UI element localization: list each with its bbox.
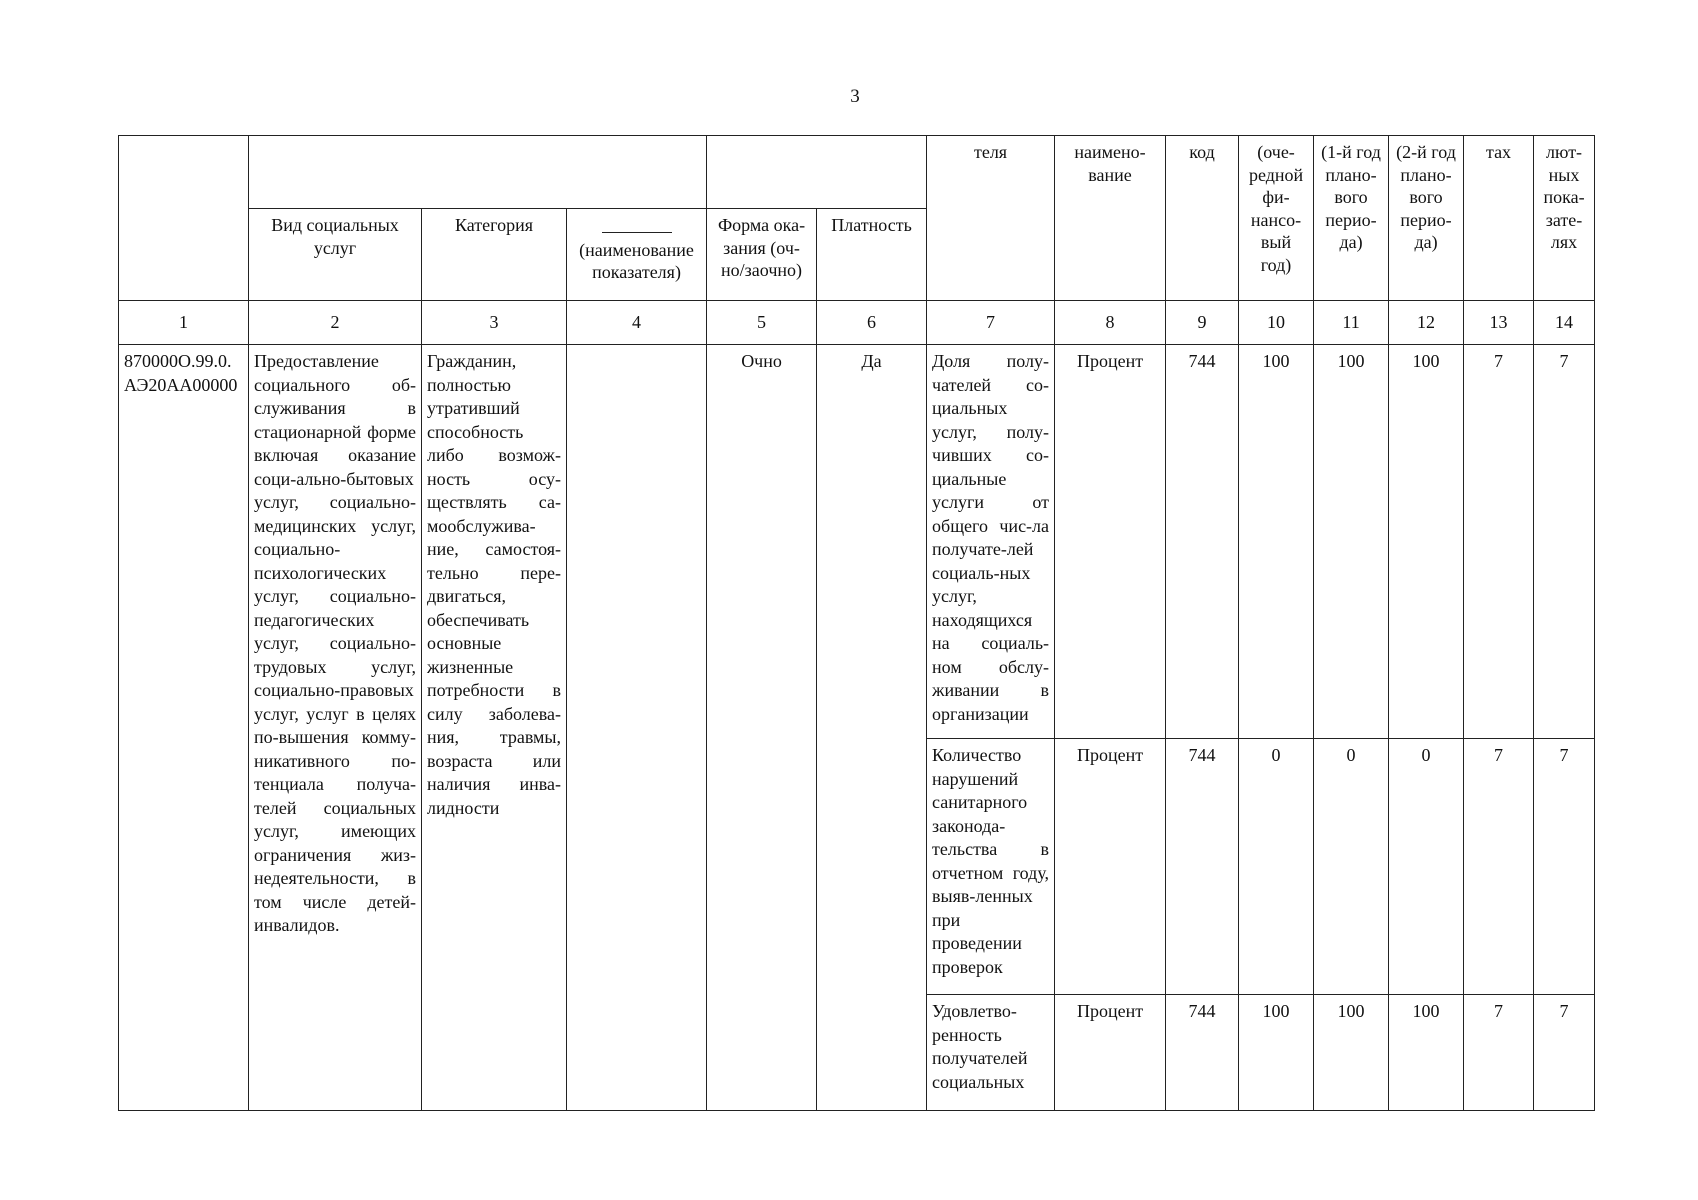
header-cell-group-5-6 (707, 136, 927, 209)
indicator-name: Доля полу-чателей со-циальных услуг, полу-чивших со-циальные услуги от общего чис-ла получате-лей социаль-ных услуг, находящихся на социаль-ном обслу-живании в организации (927, 345, 1055, 739)
header-cell-col14: лют-ных пока-зате-лях (1534, 136, 1595, 301)
indicator-value-year3: 100 (1389, 995, 1464, 1111)
column-number: 8 (1055, 301, 1166, 345)
header-cell-col5: Форма ока-зания (оч-но/заочно) (707, 209, 817, 301)
column-number: 7 (927, 301, 1055, 345)
column-number: 10 (1239, 301, 1314, 345)
page-number: 3 (850, 86, 860, 107)
column-number: 3 (422, 301, 567, 345)
indicator-value-year2: 100 (1314, 345, 1389, 739)
indicator-value-year1: 100 (1239, 995, 1314, 1111)
indicator-value-year2: 0 (1314, 739, 1389, 995)
indicator-code: 744 (1166, 345, 1239, 739)
column-number: 2 (249, 301, 422, 345)
indicator-col14: 7 (1534, 995, 1595, 1111)
indicator-name: Удовлетво-ренность получателей социальных (927, 995, 1055, 1111)
header-cell-col2: Вид социальных услуг (249, 209, 422, 301)
column-number: 13 (1464, 301, 1534, 345)
header-cell-col11: (1-й год плано-вого перио-да) (1314, 136, 1389, 301)
indicator-blank (567, 345, 707, 1111)
indicator-code: 744 (1166, 739, 1239, 995)
indicator-value-year3: 0 (1389, 739, 1464, 995)
header-cell-col3: Категория (422, 209, 567, 301)
column-number: 6 (817, 301, 927, 345)
header-cell-col1 (119, 136, 249, 301)
table-row (119, 345, 1595, 739)
column-number: 9 (1166, 301, 1239, 345)
header-cell-col7: теля (927, 136, 1055, 301)
service-type: Предоставление социального об-служивания в стационарной форме включая оказание соци-ально-бытовых услуг, социально-медицинских услуг, социально-психологических услуг, социально-педагогических услуг, социально-трудовых услуг, социально-правовых услуг, услуг в целях по-вышения комму-никативного по-тенциала получа-телей социальных услуг, имеющих ограничения жиз-недеятельности, в том числе детей-инвалидов. (249, 345, 422, 1111)
indicator-value-year3: 100 (1389, 345, 1464, 739)
blank-rule (602, 232, 672, 233)
column-number: 1 (119, 301, 249, 345)
header-row-top (119, 136, 1595, 209)
indicator-value-year1: 100 (1239, 345, 1314, 739)
header-cell-col4 (567, 209, 707, 301)
service-paid: Да (817, 345, 927, 1111)
indicator-col13: 7 (1464, 345, 1534, 739)
column-number: 11 (1314, 301, 1389, 345)
indicator-value-year2: 100 (1314, 995, 1389, 1111)
column-number: 12 (1389, 301, 1464, 345)
header-cell-group-2-4 (249, 136, 707, 209)
header-cell-col9: код (1166, 136, 1239, 301)
header-cell-col13: тах (1464, 136, 1534, 301)
header-cell-col12: (2-й год плано-вого перио-да) (1389, 136, 1464, 301)
indicator-unit: Процент (1055, 345, 1166, 739)
header-cell-col4-label: (наименование показателя) (579, 239, 694, 282)
column-number: 5 (707, 301, 817, 345)
indicator-code: 744 (1166, 995, 1239, 1111)
indicator-unit: Процент (1055, 739, 1166, 995)
indicators-table (118, 135, 1595, 1111)
recipient-category: Гражданин, полностью утративший способность либо возмож-ность осу-ществлять са-мообслужива-ние, самостоя-тельно пере-двигаться, обеспечивать основные жизненные потребности в силу заболева-ния, травмы, возраста или наличия инва-лидности (422, 345, 567, 1111)
indicator-col14: 7 (1534, 739, 1595, 995)
indicator-col14: 7 (1534, 345, 1595, 739)
indicator-col13: 7 (1464, 739, 1534, 995)
header-cell-col8: наимено-вание (1055, 136, 1166, 301)
registry-code: 870000О.99.0.АЭ20АА00000 (119, 345, 249, 1111)
indicator-col13: 7 (1464, 995, 1534, 1111)
column-number-row (119, 301, 1595, 345)
header-cell-col6: Платность (817, 209, 927, 301)
indicator-value-year1: 0 (1239, 739, 1314, 995)
column-number: 14 (1534, 301, 1595, 345)
column-number: 4 (567, 301, 707, 345)
header-cell-col10: (оче-редной фи-нансо-вый год) (1239, 136, 1314, 301)
service-form: Очно (707, 345, 817, 1111)
indicator-name: Количество нарушений санитарного законода-тельства в отчетном году, выяв-ленных при проведении проверок (927, 739, 1055, 995)
indicator-unit: Процент (1055, 995, 1166, 1111)
